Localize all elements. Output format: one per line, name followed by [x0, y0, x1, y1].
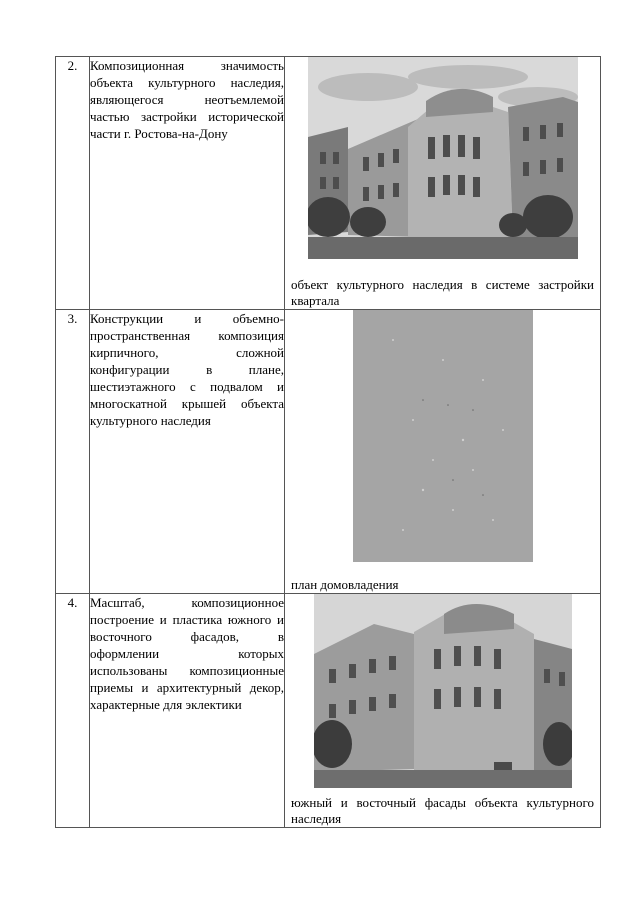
row-number: 2.	[56, 57, 90, 310]
description-text: Масштаб, композиционное построение и пластика южного и восточного фасадов, в оформлении которых использованы композиционные приемы и архитектурный декор, характерные для эклектики	[90, 595, 284, 712]
image-cell	[285, 594, 601, 828]
table-row	[56, 57, 601, 310]
row-description	[90, 594, 285, 828]
facade-photo	[314, 594, 572, 788]
image-cell	[285, 57, 601, 310]
site-plan-image	[353, 310, 533, 562]
row-number: 3.	[56, 310, 90, 594]
photo-caption: объект культурного наследия в системе застройки квартала	[291, 277, 594, 308]
description-text: Конструкции и объемно-пространственная композиция кирпичного, сложной конфигурации в плане, шестиэтажного с подвалом и многоскатной крышей объекта культурного наследия	[90, 311, 284, 428]
table-row	[56, 310, 601, 594]
heritage-table	[55, 56, 601, 828]
table-row	[56, 594, 601, 828]
facade-caption: южный и восточный фасады объекта культурного наследия	[291, 795, 594, 826]
building-photo	[308, 57, 578, 259]
image-cell	[285, 310, 601, 594]
row-number: 4.	[56, 594, 90, 828]
row-description	[90, 310, 285, 594]
description-text: Композиционная значимость объекта культурного наследия, являющегося неотъемлемой частью застройки исторической части г. Ростова-на-Дону	[90, 58, 284, 141]
row-description	[90, 57, 285, 310]
plan-caption: план домовладения	[291, 577, 399, 592]
